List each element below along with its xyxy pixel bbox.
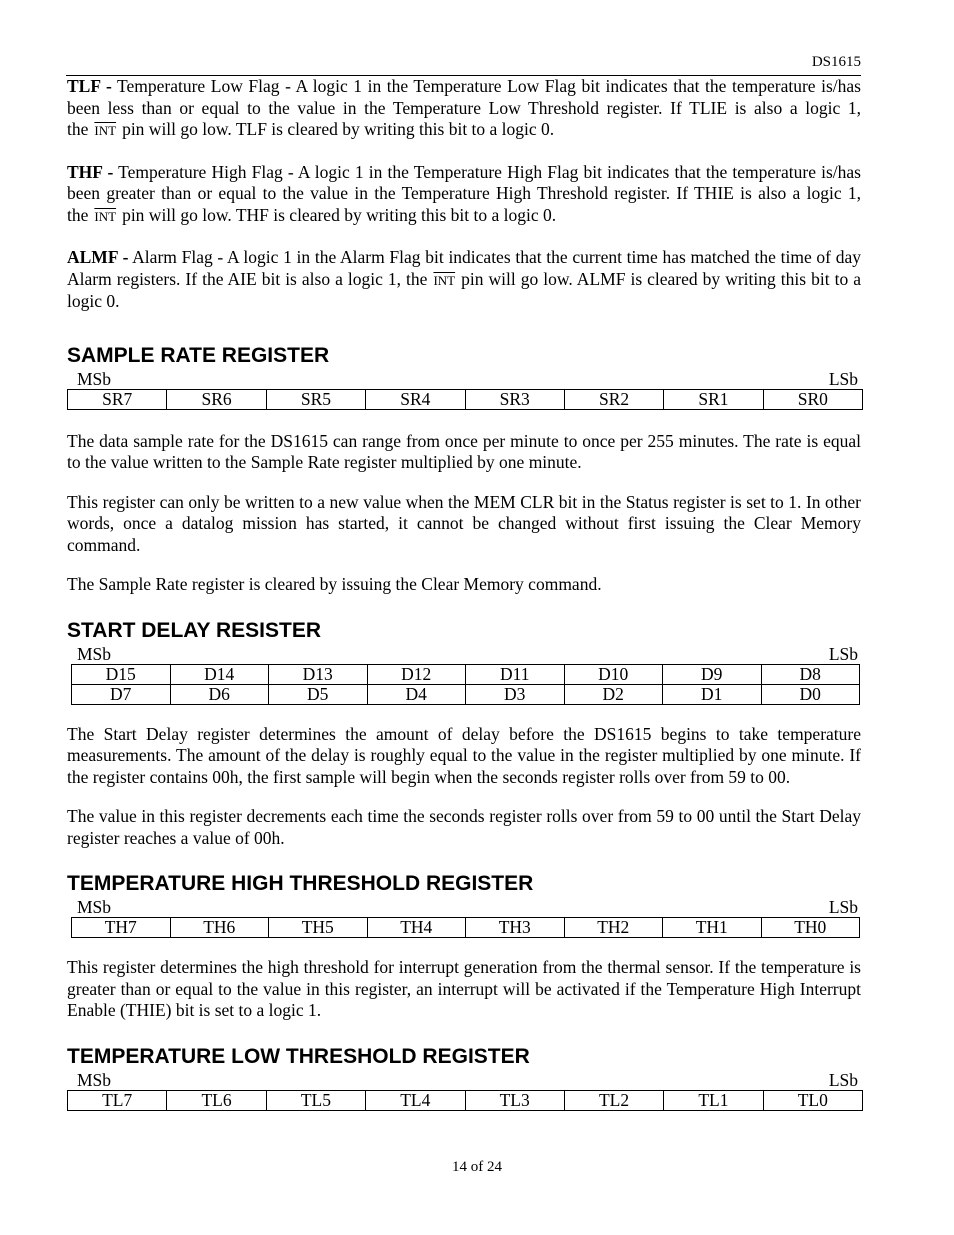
bit-cell: SR6	[167, 389, 266, 409]
bit-cell: D2	[564, 684, 663, 704]
bit-cell: SR4	[366, 389, 465, 409]
bit-cell: SR7	[68, 389, 167, 409]
lsb-label: LSb	[828, 368, 858, 389]
bit-cell: TL5	[266, 1090, 365, 1110]
bit-cell: D4	[367, 684, 466, 704]
bit-cell: TL0	[763, 1090, 862, 1110]
sample-rate-heading: SAMPLE RATE REGISTER	[67, 343, 330, 367]
int-pin-label: $\overline{INT}$	[94, 208, 117, 224]
tlf-term: TLF -	[67, 76, 112, 96]
bit-cell: SR3	[465, 389, 564, 409]
almf-paragraph: ALMF - Alarm Flag - A logic 1 in the Alarm Flag bit indicates that the current time has matched the time of day Alarm registers. If the AIE bit is also a logic 1, the $\overline{INT}$ pin will go low. ALMF is cleared by writing this bit to a logic 0.	[67, 247, 861, 311]
bit-cell: TL1	[664, 1090, 763, 1110]
bit-cell: TL2	[564, 1090, 663, 1110]
start-delay-bit-order	[67, 644, 861, 664]
temp-low-heading: TEMPERATURE LOW THRESHOLD REGISTER	[67, 1044, 530, 1068]
bit-cell: TH0	[761, 918, 860, 938]
bit-cell: D1	[663, 684, 762, 704]
msb-label: MSb	[77, 1069, 112, 1090]
bit-cell: D9	[663, 664, 762, 684]
bit-cell: TL6	[167, 1090, 266, 1110]
almf-term: ALMF -	[67, 247, 129, 267]
msb-label: MSb	[77, 897, 112, 917]
bit-cell: D10	[564, 664, 663, 684]
sample-rate-paragraph: The Sample Rate register is cleared by issuing the Clear Memory command.	[67, 574, 602, 594]
start-delay-paragraph: The value in this register decrements each time the seconds register rolls over from 59 to 00 until the Start Delay register reaches a value of 00h.	[67, 806, 861, 848]
bit-cell: D3	[466, 684, 565, 704]
bit-cell: D5	[269, 684, 368, 704]
bit-cell: SR2	[564, 389, 663, 409]
temp-high-heading: TEMPERATURE HIGH THRESHOLD REGISTER	[67, 872, 534, 895]
page-number: 14 of 24	[452, 1159, 502, 1175]
int-pin-label: $\overline{INT}$	[433, 272, 456, 288]
temp-low-register-table	[67, 1090, 863, 1111]
bit-cell: SR0	[763, 389, 862, 409]
table-row	[68, 1090, 863, 1110]
bit-cell: D0	[761, 684, 860, 704]
thf-paragraph: THF - Temperature High Flag - A logic 1 in the Temperature High Flag bit indicates that the temperature is/has been greater than or equal to the value in the Temperature High Threshold register. If THIE is also a logic 1, the $\overline{INT}$ pin will go low. THF is cleared by writing this bit to a logic 0.	[67, 161, 861, 225]
bit-cell: TL3	[465, 1090, 564, 1110]
bit-cell: D7	[72, 684, 171, 704]
bit-cell: SR5	[266, 389, 365, 409]
bit-cell: TH6	[170, 918, 269, 938]
bit-cell: D13	[269, 664, 368, 684]
table-row	[72, 684, 860, 704]
page-content	[67, 76, 861, 1111]
bit-cell: D15	[72, 664, 171, 684]
int-pin-label: $\overline{INT}$	[94, 123, 117, 138]
table-row	[68, 389, 863, 409]
bit-cell: D11	[466, 664, 565, 684]
temp-high-bit-order	[67, 897, 861, 917]
temp-low-bit-order	[67, 1070, 861, 1090]
bit-cell: D14	[170, 664, 269, 684]
bit-cell: D6	[170, 684, 269, 704]
table-row	[72, 664, 860, 684]
table-row	[72, 918, 860, 938]
tlf-paragraph: TLF - Temperature Low Flag - A logic 1 in the Temperature Low Flag bit indicates that the temperature is/has been less than or equal to the value in the Temperature Low Threshold register. If TLIE is also a logic 1, the $\overline{INT}$ pin will go low. TLF is cleared by writing this bit to a logic 0.	[67, 76, 861, 139]
sample-rate-bit-order	[67, 369, 861, 389]
msb-label: MSb	[77, 368, 112, 389]
bit-cell: SR1	[664, 389, 763, 409]
lsb-label: LSb	[828, 643, 858, 664]
bit-cell: TH2	[564, 918, 663, 938]
bit-cell: TH7	[72, 918, 171, 938]
bit-cell: TH1	[663, 918, 762, 938]
sample-rate-paragraph: The data sample rate for the DS1615 can range from once per minute to once per 255 minutes. The rate is equal to the value written to the Sample Rate register multiplied by one minute.	[67, 430, 861, 472]
temp-high-paragraph: This register determines the high threshold for interrupt generation from the thermal sensor. If the temperature is greater than or equal to the value in this register, an interrupt will be activated if the Temperature High Interrupt Enable (THIE) bit is set to a logic 1.	[67, 957, 861, 1020]
bit-cell: D12	[367, 664, 466, 684]
sample-rate-paragraph: This register can only be written to a new value when the MEM CLR bit in the Status register is set to 1. In other words, once a datalog mission has started, it cannot be changed without first issuing the Clear Memory command.	[67, 491, 861, 555]
lsb-label: LSb	[828, 897, 858, 917]
bit-cell: D8	[761, 664, 860, 684]
msb-label: MSb	[77, 643, 112, 664]
start-delay-register-table	[71, 664, 860, 705]
temp-high-register-table	[71, 917, 860, 938]
bit-cell: TL4	[366, 1090, 465, 1110]
start-delay-paragraph: The Start Delay register determines the amount of delay before the DS1615 begins to take temperature measurements. The amount of the delay is roughly equal to the value in the register multiplied by one minute. If the register contains 00h, the first sample will begin when the seconds register rolls over from 59 to 00.	[67, 723, 861, 787]
lsb-label: LSb	[828, 1069, 858, 1090]
document-id: DS1615	[811, 54, 861, 70]
thf-term: THF -	[67, 161, 114, 182]
start-delay-heading: START DELAY RESISTER	[67, 618, 321, 642]
bit-cell: TH5	[269, 918, 368, 938]
bit-cell: TH3	[466, 918, 565, 938]
bit-cell: TH4	[367, 918, 466, 938]
bit-cell: TL7	[68, 1090, 167, 1110]
sample-rate-register-table	[67, 389, 863, 410]
